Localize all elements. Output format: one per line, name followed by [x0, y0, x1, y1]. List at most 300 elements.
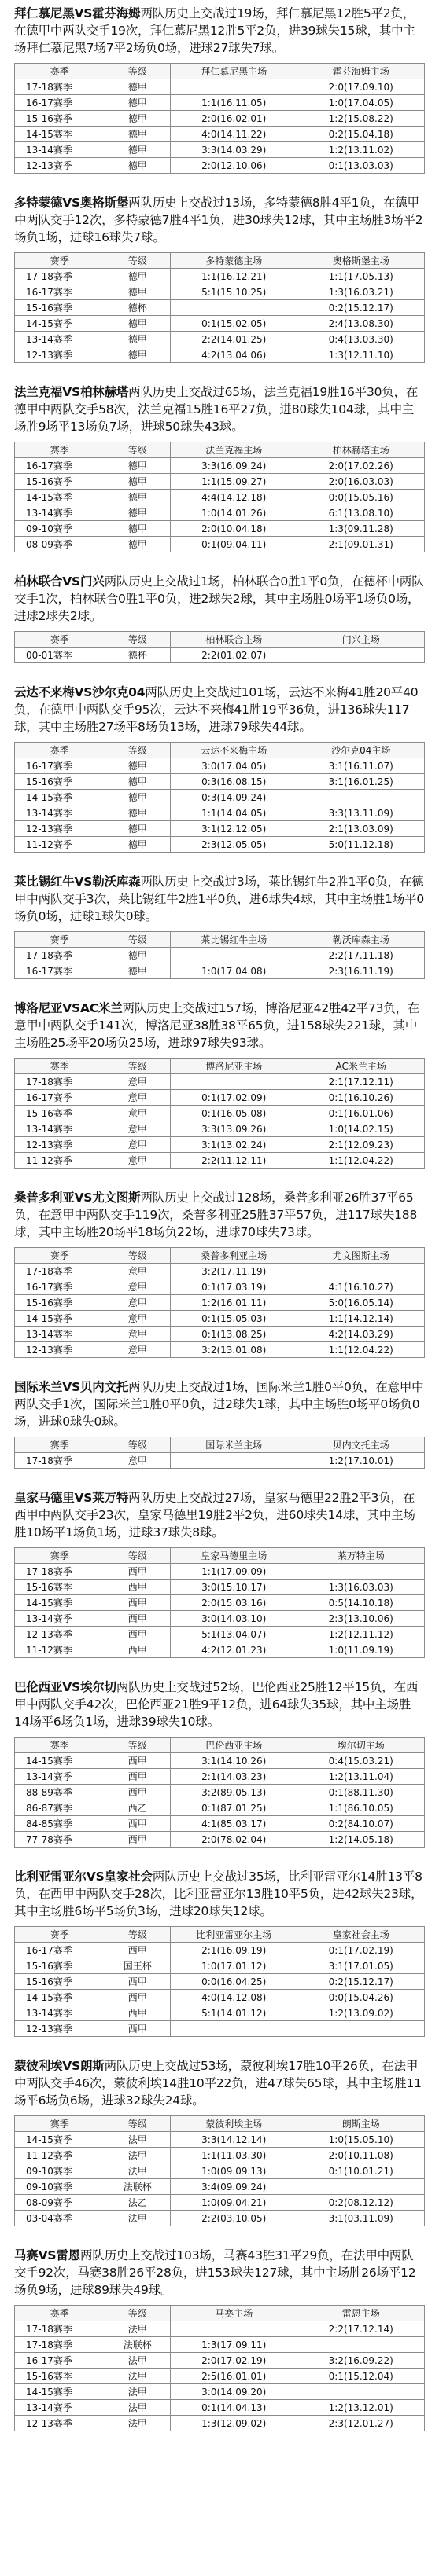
away-result-cell: 1:0(14.02.15)	[297, 1121, 425, 1137]
away-result-cell: 2:2(17.11.18)	[297, 948, 425, 963]
season-cell: 13-14赛季	[15, 1327, 105, 1342]
home-result-cell: 3:3(13.09.26)	[170, 1121, 297, 1137]
column-header: 霍芬海姆主场	[297, 64, 425, 79]
table-row	[15, 1106, 425, 1121]
competition-cell: 法甲	[105, 2163, 170, 2179]
table-row	[15, 1121, 425, 1137]
column-header: 蒙彼利埃主场	[170, 2116, 297, 2132]
column-header: 多特蒙德主场	[170, 253, 297, 269]
competition-cell: 意甲	[105, 1327, 170, 1342]
home-result-cell: 1:1(11.03.30)	[170, 2148, 297, 2163]
match-summary-text: 两队历史上交战过53场，蒙彼利埃17胜10平26负，在法甲中两队交手46次，蒙彼利埃14胜10平22负，进47球失65球，其中主场胜11场平6场负6场，进球32球失24球。	[14, 2059, 422, 2108]
match-summary	[14, 684, 425, 736]
table-row	[15, 2163, 425, 2179]
history-table	[14, 252, 425, 363]
table-row	[15, 1264, 425, 1279]
home-result-cell: 0:1(15.05.03)	[170, 1311, 297, 1327]
season-cell: 17-18赛季	[15, 2321, 105, 2337]
history-table	[14, 1547, 425, 1658]
away-result-cell: 1:1(14.12.14)	[297, 1311, 425, 1327]
match-title: 莱比锡红牛VS勒沃库森	[14, 875, 141, 889]
table-row	[15, 963, 425, 979]
home-result-cell: 0:1(09.04.11)	[170, 537, 297, 552]
table-row	[15, 2337, 425, 2353]
competition-cell: 西甲	[105, 1785, 170, 1800]
table-row	[15, 1153, 425, 1169]
table-row	[15, 521, 425, 537]
match-summary	[14, 383, 425, 435]
season-cell: 11-12赛季	[15, 837, 105, 853]
away-result-cell	[297, 2337, 425, 2353]
competition-cell: 西甲	[105, 1832, 170, 1848]
table-row	[15, 648, 425, 663]
competition-cell: 德甲	[105, 537, 170, 552]
table-row	[15, 284, 425, 300]
away-result-cell: 1:2(12.11.12)	[297, 1627, 425, 1642]
away-result-cell: 0:2(15.04.18)	[297, 127, 425, 142]
table-row	[15, 95, 425, 111]
home-result-cell: 3:1(14.10.26)	[170, 1753, 297, 1769]
competition-cell: 意甲	[105, 1279, 170, 1295]
season-cell: 17-18赛季	[15, 1453, 105, 1469]
column-header: 赛季	[15, 743, 105, 758]
table-row	[15, 490, 425, 505]
home-result-cell: 4:0(14.11.22)	[170, 127, 297, 142]
table-row	[15, 1769, 425, 1785]
competition-cell: 西甲	[105, 1580, 170, 1595]
competition-cell: 西甲	[105, 1816, 170, 1832]
home-result-cell: 1:1(17.09.09)	[170, 1564, 297, 1580]
home-result-cell: 2:0(16.02.01)	[170, 111, 297, 127]
competition-cell: 西甲	[105, 1769, 170, 1785]
home-result-cell: 1:0(09.04.21)	[170, 2195, 297, 2211]
column-header: 赛季	[15, 632, 105, 648]
match-title: 马赛VS雷恩	[14, 2248, 80, 2262]
season-cell: 17-18赛季	[15, 1074, 105, 1090]
away-result-cell: 0:1(88.11.30)	[297, 1785, 425, 1800]
table-row	[15, 1627, 425, 1642]
competition-cell: 德甲	[105, 790, 170, 805]
match-summary-text: 两队历史上交战过1场，柏林联合0胜1平0负，在德杯中两队交手1次，柏林联合0胜1平0负，进2球失2球，其中主场胜0场平1场负0场，进球2球失2球。	[14, 574, 424, 623]
season-cell: 16-17赛季	[15, 1279, 105, 1295]
competition-cell: 德甲	[105, 948, 170, 963]
match-summary	[14, 2057, 425, 2109]
match-summary-text: 两队历史上交战过35场，比利亚雷亚尔14胜13平8负，在西甲中两队交手28次，比利亚雷亚尔13胜10平5负，进42球失23球，其中主场胜6场平5场负3场，进球20球失12球。	[14, 1870, 423, 1918]
away-result-cell: 1:1(86.10.05)	[297, 1800, 425, 1816]
season-cell: 09-10赛季	[15, 2179, 105, 2195]
match-section	[14, 1868, 425, 2037]
table-row	[15, 2353, 425, 2369]
home-result-cell: 0:0(16.04.25)	[170, 1974, 297, 1990]
competition-cell: 西甲	[105, 1627, 170, 1642]
match-summary	[14, 194, 425, 246]
competition-cell: 意甲	[105, 1121, 170, 1137]
column-header: 等级	[105, 932, 170, 948]
away-result-cell: 1:3(12.11.10)	[297, 347, 425, 363]
competition-cell: 意甲	[105, 1295, 170, 1311]
away-result-cell: 1:2(14.05.18)	[297, 1832, 425, 1848]
competition-cell: 德甲	[105, 458, 170, 474]
table-row	[15, 1958, 425, 1974]
away-result-cell: 2:1(09.01.31)	[297, 537, 425, 552]
column-header: 比利亚雷亚尔主场	[170, 1927, 297, 1943]
home-result-cell	[170, 2321, 297, 2337]
competition-cell: 德甲	[105, 505, 170, 521]
table-header-row	[15, 2116, 425, 2132]
away-result-cell: 0:2(15.12.17)	[297, 300, 425, 316]
home-result-cell: 4:4(14.12.18)	[170, 490, 297, 505]
match-title: 拜仁慕尼黑VS霍芬海姆	[14, 6, 141, 20]
history-table	[14, 1737, 425, 1848]
away-result-cell: 3:2(16.09.22)	[297, 2353, 425, 2369]
history-table	[14, 63, 425, 174]
match-title: 云达不来梅VS沙尔克04	[14, 685, 146, 699]
home-result-cell: 1:1(15.09.27)	[170, 474, 297, 490]
home-result-cell: 3:0(17.04.05)	[170, 758, 297, 774]
home-result-cell: 0:3(14.09.24)	[170, 790, 297, 805]
home-result-cell: 3:0(14.09.20)	[170, 2384, 297, 2400]
competition-cell: 德甲	[105, 521, 170, 537]
competition-cell: 德甲	[105, 490, 170, 505]
season-cell: 13-14赛季	[15, 2005, 105, 2021]
season-cell: 12-13赛季	[15, 1342, 105, 1358]
competition-cell: 德杯	[105, 300, 170, 316]
table-row	[15, 347, 425, 363]
match-section	[14, 573, 425, 663]
home-result-cell: 1:2(16.01.11)	[170, 1295, 297, 1311]
away-result-cell: 5:0(11.12.18)	[297, 837, 425, 853]
table-row	[15, 458, 425, 474]
table-row	[15, 1595, 425, 1611]
column-header: 等级	[105, 2116, 170, 2132]
competition-cell: 法甲	[105, 2148, 170, 2163]
season-cell: 17-18赛季	[15, 269, 105, 284]
home-result-cell: 2:1(16.09.19)	[170, 1943, 297, 1958]
season-cell: 16-17赛季	[15, 284, 105, 300]
column-header: 赛季	[15, 932, 105, 948]
season-cell: 17-18赛季	[15, 2337, 105, 2353]
season-cell: 13-14赛季	[15, 805, 105, 821]
column-header: 等级	[105, 442, 170, 458]
column-header: 等级	[105, 253, 170, 269]
table-row	[15, 1342, 425, 1358]
table-row	[15, 1974, 425, 1990]
column-header: 等级	[105, 743, 170, 758]
table-header-row	[15, 1437, 425, 1453]
season-cell: 03-04赛季	[15, 2211, 105, 2226]
away-result-cell: 1:3(09.11.28)	[297, 521, 425, 537]
season-cell: 17-18赛季	[15, 1564, 105, 1580]
home-result-cell: 2:0(78.02.04)	[170, 1832, 297, 1848]
column-header: 等级	[105, 632, 170, 648]
match-title: 桑普多利亚VS尤文图斯	[14, 1191, 141, 1205]
away-result-cell: 1:1(12.04.22)	[297, 1342, 425, 1358]
competition-cell: 法甲	[105, 2353, 170, 2369]
column-header: 沙尔克04主场	[297, 743, 425, 758]
table-row	[15, 269, 425, 284]
column-header: 赛季	[15, 1059, 105, 1074]
season-cell: 15-16赛季	[15, 1295, 105, 1311]
season-cell: 12-13赛季	[15, 1137, 105, 1153]
table-row	[15, 1753, 425, 1769]
table-row	[15, 111, 425, 127]
away-result-cell: 1:2(15.08.22)	[297, 111, 425, 127]
season-cell: 13-14赛季	[15, 1611, 105, 1627]
table-header-row	[15, 932, 425, 948]
table-row	[15, 142, 425, 158]
competition-cell: 意甲	[105, 1264, 170, 1279]
competition-cell: 意甲	[105, 1137, 170, 1153]
competition-cell: 西甲	[105, 1753, 170, 1769]
competition-cell: 德甲	[105, 837, 170, 853]
home-result-cell: 3:2(89.05.13)	[170, 1785, 297, 1800]
competition-cell: 西甲	[105, 2005, 170, 2021]
column-header: 赛季	[15, 253, 105, 269]
competition-cell: 德甲	[105, 758, 170, 774]
column-header: 赛季	[15, 2306, 105, 2321]
competition-cell: 意甲	[105, 1090, 170, 1106]
match-section	[14, 1189, 425, 1358]
away-result-cell: 3:1(03.11.09)	[297, 2211, 425, 2226]
away-result-cell: 0:4(15.03.21)	[297, 1753, 425, 1769]
season-cell: 15-16赛季	[15, 111, 105, 127]
season-cell: 15-16赛季	[15, 774, 105, 790]
away-result-cell	[297, 1264, 425, 1279]
history-table	[14, 742, 425, 853]
table-header-row	[15, 1059, 425, 1074]
match-title: 法兰克福VS柏林赫塔	[14, 385, 129, 399]
column-header: 国际米兰主场	[170, 1437, 297, 1453]
away-result-cell: 2:3(16.11.19)	[297, 963, 425, 979]
away-result-cell: 0:1(10.01.21)	[297, 2163, 425, 2179]
away-result-cell: 0:1(17.02.19)	[297, 1943, 425, 1958]
competition-cell: 德甲	[105, 111, 170, 127]
home-result-cell: 4:0(14.12.08)	[170, 1990, 297, 2005]
column-header: 赛季	[15, 1437, 105, 1453]
competition-cell: 西甲	[105, 1595, 170, 1611]
home-result-cell: 5:1(15.10.25)	[170, 284, 297, 300]
column-header: 赛季	[15, 64, 105, 79]
home-result-cell: 2:0(12.10.06)	[170, 158, 297, 174]
column-header: 赛季	[15, 1548, 105, 1564]
competition-cell: 德甲	[105, 79, 170, 95]
table-row	[15, 316, 425, 332]
table-row	[15, 1311, 425, 1327]
match-section	[14, 2057, 425, 2226]
away-result-cell: 2:1(13.03.09)	[297, 821, 425, 837]
table-row	[15, 1453, 425, 1469]
match-summary-text: 两队历史上交战过27场，皇家马德里22胜2平3负，在西甲中两队交手23次，皇家马德里19胜2平2负，进60球失14球，其中主场胜10场平1场负1场，进球37球失8球。	[14, 1491, 415, 1539]
away-result-cell: 2:0(17.02.26)	[297, 458, 425, 474]
competition-cell: 德甲	[105, 284, 170, 300]
table-header-row	[15, 743, 425, 758]
away-result-cell: 6:1(13.08.10)	[297, 505, 425, 521]
season-cell: 09-10赛季	[15, 2163, 105, 2179]
competition-cell: 意甲	[105, 1453, 170, 1469]
competition-cell: 意甲	[105, 1153, 170, 1169]
match-summary-text: 两队历史上交战过13场，多特蒙德8胜4平1负，在德甲中两队交手12次，多特蒙德7胜4平1负，进30球失12球，其中主场胜3场平2场负1场，进球16球失7球。	[14, 196, 423, 244]
table-row	[15, 332, 425, 347]
season-cell: 14-15赛季	[15, 127, 105, 142]
away-result-cell: 1:2(13.09.02)	[297, 2005, 425, 2021]
season-cell: 11-12赛季	[15, 1642, 105, 1658]
season-cell: 12-13赛季	[15, 2021, 105, 2037]
match-summary	[14, 5, 425, 57]
column-header: 柏林赫塔主场	[297, 442, 425, 458]
column-header: 等级	[105, 64, 170, 79]
column-header: 等级	[105, 1548, 170, 1564]
history-table	[14, 631, 425, 663]
match-title: 比利亚雷亚尔VS皇家社会	[14, 1870, 153, 1884]
competition-cell: 西甲	[105, 1990, 170, 2005]
table-header-row	[15, 632, 425, 648]
home-result-cell: 2:1(14.03.23)	[170, 1769, 297, 1785]
away-result-cell	[297, 2179, 425, 2195]
competition-cell: 法联杯	[105, 2337, 170, 2353]
away-result-cell: 1:3(16.03.03)	[297, 1580, 425, 1595]
column-header: 马赛主场	[170, 2306, 297, 2321]
season-cell: 09-10赛季	[15, 521, 105, 537]
away-result-cell: 1:3(16.03.21)	[297, 284, 425, 300]
history-table	[14, 1247, 425, 1358]
table-row	[15, 1785, 425, 1800]
table-row	[15, 2400, 425, 2416]
away-result-cell: 2:0(17.09.10)	[297, 79, 425, 95]
match-section	[14, 1489, 425, 1658]
season-cell: 16-17赛季	[15, 458, 105, 474]
column-header: 等级	[105, 2306, 170, 2321]
home-result-cell: 4:1(85.03.17)	[170, 1816, 297, 1832]
away-result-cell: 0:2(15.12.17)	[297, 1974, 425, 1990]
home-result-cell: 2:5(16.01.01)	[170, 2369, 297, 2384]
home-result-cell: 2:2(03.10.05)	[170, 2211, 297, 2226]
table-header-row	[15, 442, 425, 458]
home-result-cell: 4:2(12.01.23)	[170, 1642, 297, 1658]
competition-cell: 法甲	[105, 2321, 170, 2337]
table-row	[15, 1990, 425, 2005]
home-result-cell: 3:2(13.01.08)	[170, 1342, 297, 1358]
column-header: 等级	[105, 1059, 170, 1074]
competition-cell: 德甲	[105, 332, 170, 347]
match-title: 皇家马德里VS莱万特	[14, 1491, 129, 1505]
competition-cell: 德甲	[105, 95, 170, 111]
history-table	[14, 2115, 425, 2226]
column-header: 赛季	[15, 1738, 105, 1753]
home-result-cell: 0:3(16.08.15)	[170, 774, 297, 790]
table-row	[15, 1816, 425, 1832]
table-row	[15, 2195, 425, 2211]
table-row	[15, 837, 425, 853]
table-row	[15, 774, 425, 790]
table-row	[15, 158, 425, 174]
match-summary	[14, 1868, 425, 1920]
home-result-cell: 3:1(12.12.05)	[170, 821, 297, 837]
away-result-cell: 2:3(13.10.06)	[297, 1611, 425, 1627]
column-header: 云达不来梅主场	[170, 743, 297, 758]
match-summary	[14, 2247, 425, 2299]
season-cell: 08-09赛季	[15, 2195, 105, 2211]
table-row	[15, 1580, 425, 1595]
competition-cell: 德杯	[105, 648, 170, 663]
match-section	[14, 194, 425, 363]
home-result-cell: 3:2(17.11.19)	[170, 1264, 297, 1279]
home-result-cell	[170, 79, 297, 95]
competition-cell: 德甲	[105, 269, 170, 284]
away-result-cell	[297, 790, 425, 805]
column-header: 桑普多利亚主场	[170, 1248, 297, 1264]
match-section	[14, 873, 425, 979]
column-header: 勒沃库森主场	[297, 932, 425, 948]
home-result-cell: 1:1(16.11.05)	[170, 95, 297, 111]
match-title: 柏林联合VS门兴	[14, 574, 105, 589]
home-result-cell: 4:2(13.04.06)	[170, 347, 297, 363]
away-result-cell: 0:1(16.01.06)	[297, 1106, 425, 1121]
competition-cell: 意甲	[105, 1311, 170, 1327]
column-header: 尤文图斯主场	[297, 1248, 425, 1264]
season-cell: 16-17赛季	[15, 1943, 105, 1958]
match-section	[14, 2247, 425, 2431]
competition-cell: 意甲	[105, 1106, 170, 1121]
season-cell: 13-14赛季	[15, 1121, 105, 1137]
season-cell: 08-09赛季	[15, 537, 105, 552]
home-result-cell	[170, 1453, 297, 1469]
away-result-cell: 3:1(17.01.05)	[297, 1958, 425, 1974]
column-header: 等级	[105, 1738, 170, 1753]
competition-cell: 西甲	[105, 1642, 170, 1658]
table-row	[15, 1800, 425, 1816]
table-row	[15, 300, 425, 316]
home-result-cell	[170, 948, 297, 963]
match-summary	[14, 1489, 425, 1541]
match-section	[14, 1000, 425, 1169]
history-table	[14, 931, 425, 979]
season-cell: 14-15赛季	[15, 2132, 105, 2148]
season-cell: 14-15赛季	[15, 1990, 105, 2005]
match-summary-text: 两队历史上交战过19场，拜仁慕尼黑12胜5平2负，在德甲中两队交手19次，拜仁慕尼黑12胜5平2负，进39球失15球，其中主场拜仁慕尼黑7场7平2场负0场，进球27球失7球。	[14, 6, 415, 55]
away-result-cell: 0:2(08.12.12)	[297, 2195, 425, 2211]
history-table	[14, 1058, 425, 1169]
table-row	[15, 2384, 425, 2400]
match-summary	[14, 1189, 425, 1241]
home-result-cell: 0:1(16.05.08)	[170, 1106, 297, 1121]
competition-cell: 德甲	[105, 805, 170, 821]
table-row	[15, 1327, 425, 1342]
match-summary	[14, 1679, 425, 1730]
column-header: 奥格斯堡主场	[297, 253, 425, 269]
table-row	[15, 79, 425, 95]
away-result-cell: 5:0(16.05.14)	[297, 1295, 425, 1311]
competition-cell: 西甲	[105, 1564, 170, 1580]
table-row	[15, 1279, 425, 1295]
home-result-cell: 3:1(13.02.24)	[170, 1137, 297, 1153]
match-summary-text: 两队历史上交战过157场，博洛尼亚42胜42平73负，在意甲中两队交手141次，博洛尼亚38胜38平65负，进158球失221球，其中主场胜25场平20场负25场，进球97球失93球。	[14, 1001, 420, 1050]
away-result-cell: 2:4(13.08.30)	[297, 316, 425, 332]
away-result-cell: 1:2(13.11.02)	[297, 142, 425, 158]
column-header: 拜仁慕尼黑主场	[170, 64, 297, 79]
home-result-cell: 2:2(11.12.11)	[170, 1153, 297, 1169]
competition-cell: 德甲	[105, 474, 170, 490]
away-result-cell: 1:0(11.09.19)	[297, 1642, 425, 1658]
home-result-cell: 3:4(09.09.24)	[170, 2179, 297, 2195]
home-result-cell: 0:1(15.02.05)	[170, 316, 297, 332]
season-cell: 11-12赛季	[15, 2148, 105, 2163]
season-cell: 77-78赛季	[15, 1832, 105, 1848]
home-result-cell	[170, 300, 297, 316]
season-cell: 12-13赛季	[15, 821, 105, 837]
history-table	[14, 1926, 425, 2037]
season-cell: 12-13赛季	[15, 1627, 105, 1642]
away-result-cell: 0:4(13.03.30)	[297, 332, 425, 347]
